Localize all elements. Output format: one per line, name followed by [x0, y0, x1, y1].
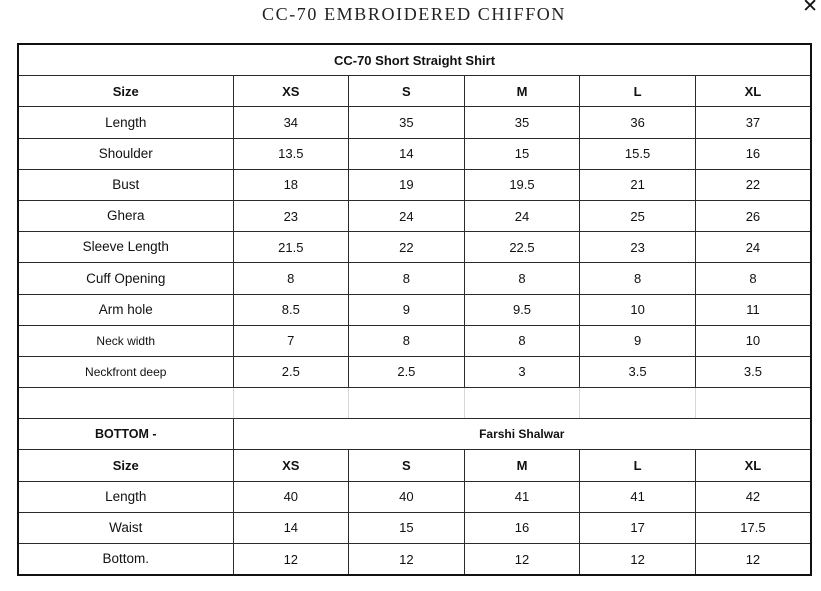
table-cell: 24: [349, 200, 465, 231]
bottom-name: Farshi Shalwar: [233, 419, 811, 450]
row-label: Bust: [18, 169, 233, 200]
table-cell: 10: [695, 325, 811, 356]
table-cell: 41: [580, 481, 696, 512]
row-label: Bottom.: [18, 544, 233, 576]
table-cell: 14: [349, 138, 465, 169]
table-cell: 8: [464, 263, 580, 294]
table-cell: 8: [464, 325, 580, 356]
table-cell: 12: [464, 544, 580, 576]
table-row: [18, 232, 811, 263]
table-cell: 24: [695, 232, 811, 263]
table-cell: 3.5: [580, 356, 696, 387]
table-cell: 37: [695, 107, 811, 138]
shirt-header-row: [18, 76, 811, 107]
table-cell: 9: [349, 294, 465, 325]
table-cell: 23: [580, 232, 696, 263]
header-cell: S: [349, 450, 465, 481]
table-cell: 17.5: [695, 512, 811, 543]
bottom-label: BOTTOM -: [18, 419, 233, 450]
shirt-title-row: [18, 44, 811, 76]
header-cell: XL: [695, 76, 811, 107]
row-label: Length: [18, 481, 233, 512]
table-cell: 22: [695, 169, 811, 200]
row-label: Neckfront deep: [18, 356, 233, 387]
table-cell: 15: [349, 512, 465, 543]
table-row: [18, 138, 811, 169]
row-label: Cuff Opening: [18, 263, 233, 294]
table-row: [18, 512, 811, 543]
table-cell: 8: [349, 263, 465, 294]
table-cell: 10: [580, 294, 696, 325]
size-chart-table: [17, 43, 812, 576]
table-cell: 12: [695, 544, 811, 576]
table-cell: 12: [233, 544, 349, 576]
table-cell: 23: [233, 200, 349, 231]
header-cell: XL: [695, 450, 811, 481]
empty-cell: [349, 388, 465, 419]
table-cell: 7: [233, 325, 349, 356]
table-row: [18, 544, 811, 576]
table-cell: 25: [580, 200, 696, 231]
table-row: [18, 107, 811, 138]
table-row: [18, 169, 811, 200]
table-cell: 41: [464, 481, 580, 512]
table-row: [18, 325, 811, 356]
header-cell: S: [349, 76, 465, 107]
table-cell: 18: [233, 169, 349, 200]
spacer-row: [18, 388, 811, 419]
row-label: Length: [18, 107, 233, 138]
empty-cell: [18, 388, 233, 419]
row-label: Shoulder: [18, 138, 233, 169]
table-row: [18, 481, 811, 512]
table-cell: 34: [233, 107, 349, 138]
close-icon[interactable]: ✕: [802, 0, 818, 17]
table-cell: 11: [695, 294, 811, 325]
table-cell: 8: [349, 325, 465, 356]
table-cell: 19: [349, 169, 465, 200]
table-cell: 16: [464, 512, 580, 543]
table-cell: 9: [580, 325, 696, 356]
table-cell: 21.5: [233, 232, 349, 263]
table-cell: 14: [233, 512, 349, 543]
table-cell: 35: [464, 107, 580, 138]
table-cell: 13.5: [233, 138, 349, 169]
header-cell: Size: [18, 450, 233, 481]
table-cell: 17: [580, 512, 696, 543]
row-label: Ghera: [18, 200, 233, 231]
row-label: Arm hole: [18, 294, 233, 325]
table-row: [18, 200, 811, 231]
empty-cell: [464, 388, 580, 419]
table-cell: 35: [349, 107, 465, 138]
table-row: [18, 294, 811, 325]
table-cell: 2.5: [233, 356, 349, 387]
table-cell: 22.5: [464, 232, 580, 263]
bottom-header-row: [18, 450, 811, 481]
row-label: Neck width: [18, 325, 233, 356]
header-cell: Size: [18, 76, 233, 107]
header-cell: XS: [233, 450, 349, 481]
table-cell: 3.5: [695, 356, 811, 387]
header-cell: L: [580, 450, 696, 481]
table-cell: 19.5: [464, 169, 580, 200]
table-cell: 26: [695, 200, 811, 231]
table-cell: 16: [695, 138, 811, 169]
table-row: [18, 356, 811, 387]
shirt-title: CC-70 Short Straight Shirt: [18, 44, 811, 76]
table-cell: 3: [464, 356, 580, 387]
table-cell: 42: [695, 481, 811, 512]
bottom-title-row: [18, 419, 811, 450]
table-cell: 12: [349, 544, 465, 576]
table-row: [18, 263, 811, 294]
table-cell: 9.5: [464, 294, 580, 325]
table-cell: 12: [580, 544, 696, 576]
table-cell: 8: [695, 263, 811, 294]
header-cell: L: [580, 76, 696, 107]
page-title: CC-70 EMBROIDERED CHIFFON: [261, 4, 567, 24]
table-cell: 15: [464, 138, 580, 169]
empty-cell: [580, 388, 696, 419]
table-cell: 8.5: [233, 294, 349, 325]
header-cell: XS: [233, 76, 349, 107]
table-cell: 36: [580, 107, 696, 138]
table-cell: 2.5: [349, 356, 465, 387]
header-cell: M: [464, 450, 580, 481]
table-cell: 22: [349, 232, 465, 263]
empty-cell: [695, 388, 811, 419]
row-label: Sleeve Length: [18, 232, 233, 263]
header-cell: M: [464, 76, 580, 107]
table-cell: 21: [580, 169, 696, 200]
table-cell: 15.5: [580, 138, 696, 169]
table-cell: 40: [233, 481, 349, 512]
table-cell: 8: [580, 263, 696, 294]
table-cell: 24: [464, 200, 580, 231]
empty-cell: [233, 388, 349, 419]
table-cell: 40: [349, 481, 465, 512]
row-label: Waist: [18, 512, 233, 543]
table-cell: 8: [233, 263, 349, 294]
